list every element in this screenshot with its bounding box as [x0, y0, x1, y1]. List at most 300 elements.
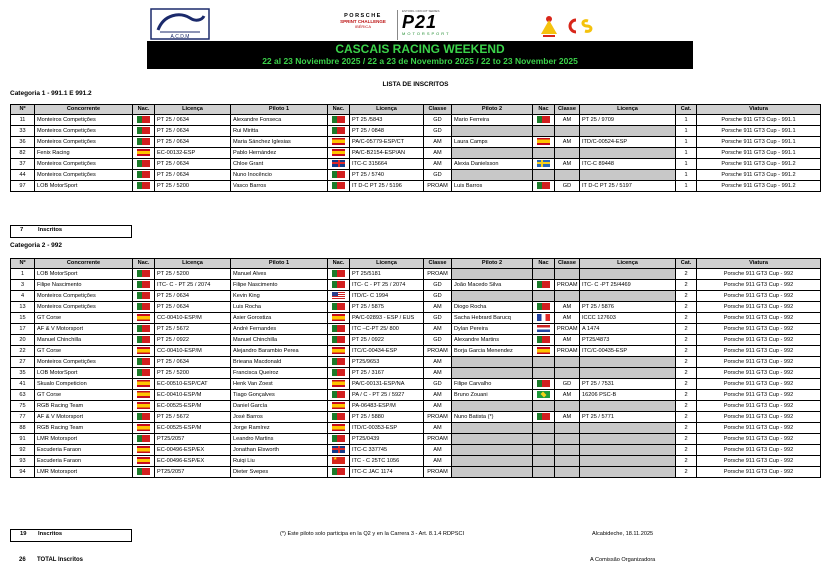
driver-2-license: ITC-C 89448	[580, 159, 676, 170]
empty-cell	[533, 434, 555, 445]
entry-number: 92	[11, 445, 35, 456]
driver-2-license	[580, 170, 676, 181]
table-row	[11, 170, 821, 181]
nationality-cell	[328, 423, 350, 434]
table-row	[11, 423, 821, 434]
driver-2-name	[452, 423, 533, 434]
vehicle: Porsche 911 GT3 Cup - 992	[697, 401, 821, 412]
driver-1-name: Jorge Ramírez	[231, 423, 328, 434]
table-row	[11, 280, 821, 291]
driver-2-name: Bruno Zouani	[452, 390, 533, 401]
driver-2-license	[580, 148, 676, 159]
category-1-count: 7	[20, 227, 24, 233]
signature-text: A Comissão Organizadora	[590, 557, 656, 563]
competitor-license: EC-00132-ESP	[155, 148, 231, 159]
flag-es-icon	[332, 138, 345, 145]
porsche-wordmark: PORSCHE	[344, 13, 382, 19]
flag-us-icon	[332, 292, 345, 299]
flag-es-icon	[332, 424, 345, 431]
vehicle: Porsche 911 GT3 Cup - 991.1	[697, 148, 821, 159]
entry-number: 20	[11, 335, 35, 346]
entry-number: 27	[11, 357, 35, 368]
column-header: Classe	[555, 259, 580, 269]
column-header: Piloto 2	[452, 259, 533, 269]
nationality-cell	[133, 181, 155, 192]
column-header: Nac	[533, 105, 555, 115]
driver-2-name	[452, 357, 533, 368]
column-header: Viatura	[697, 105, 821, 115]
nationality-cell	[533, 390, 555, 401]
nationality-cell	[328, 115, 350, 126]
table-row	[11, 148, 821, 159]
driver-1-class: PROAM	[424, 269, 452, 280]
nationality-cell	[328, 346, 350, 357]
empty-cell	[533, 291, 555, 302]
category-1-title: Categoria 1 - 991.1 E 991.2	[10, 90, 92, 97]
driver-1-class: AM	[424, 159, 452, 170]
empty-cell	[533, 148, 555, 159]
driver-2-class	[555, 445, 580, 456]
driver-1-license: ITC-C 315664	[350, 159, 424, 170]
flag-es-icon	[137, 446, 150, 453]
table-row	[11, 412, 821, 423]
empty-cell	[533, 170, 555, 181]
total-count: 26	[19, 557, 26, 563]
competitor-license: PT 25 / 0634	[155, 302, 231, 313]
driver-1-name: Asier Gorostiza	[231, 313, 328, 324]
flag-es-icon	[537, 347, 550, 354]
nationality-cell	[533, 412, 555, 423]
vehicle: Porsche 911 GT3 Cup - 992	[697, 379, 821, 390]
flag-es-icon	[332, 149, 345, 156]
driver-2-class: AM	[555, 302, 580, 313]
flag-pt-icon	[332, 116, 345, 123]
driver-1-name: Filipe Nascimento	[231, 280, 328, 291]
driver-2-license: ICCC 127603	[580, 313, 676, 324]
vehicle: Porsche 911 GT3 Cup - 992	[697, 280, 821, 291]
driver-2-class	[555, 357, 580, 368]
vehicle: Porsche 911 GT3 Cup - 991.1	[697, 137, 821, 148]
entry-number: 41	[11, 379, 35, 390]
driver-2-license	[580, 423, 676, 434]
driver-1-name: Luis Rocha	[231, 302, 328, 313]
table-row	[11, 137, 821, 148]
category-1-table	[10, 104, 821, 192]
nationality-cell	[133, 324, 155, 335]
driver-1-class: GD	[424, 291, 452, 302]
driver-1-license: PT 25 / 0922	[350, 335, 424, 346]
competitor-license: PT 25 / 0634	[155, 159, 231, 170]
flag-pt-icon	[332, 336, 345, 343]
driver-1-name: José Barros	[231, 412, 328, 423]
driver-2-class: PROAM	[555, 324, 580, 335]
competitor-name: AF & V Motorsport	[35, 324, 133, 335]
category: 1	[676, 115, 697, 126]
table-row	[11, 335, 821, 346]
nationality-cell	[328, 137, 350, 148]
driver-1-class: AM	[424, 324, 452, 335]
vehicle: Porsche 911 GT3 Cup - 992	[697, 412, 821, 423]
flag-pt-icon	[332, 171, 345, 178]
flag-pt-icon	[137, 358, 150, 365]
driver-1-class: AM	[424, 137, 452, 148]
driver-2-class: AM	[555, 390, 580, 401]
table-row	[11, 434, 821, 445]
flag-cn-icon	[332, 457, 345, 464]
driver-2-name: Laura Camps	[452, 137, 533, 148]
driver-2-license: PT 25 / 5771	[580, 412, 676, 423]
flag-pt-icon	[137, 292, 150, 299]
competitor-name: GT Corse	[35, 390, 133, 401]
competitor-name: RGB Racing Team	[35, 423, 133, 434]
column-header: Nac.	[133, 259, 155, 269]
driver-1-class: AM	[424, 401, 452, 412]
table-row	[11, 159, 821, 170]
category: 2	[676, 302, 697, 313]
table-row	[11, 269, 821, 280]
driver-2-license	[580, 445, 676, 456]
nationality-cell	[133, 412, 155, 423]
flag-es-icon	[137, 314, 150, 321]
category-1-count-box	[10, 225, 132, 238]
flag-es-icon	[137, 391, 150, 398]
driver-2-class: AM	[555, 137, 580, 148]
flag-pt-icon	[137, 116, 150, 123]
competitor-license: PT25/2057	[155, 467, 231, 478]
driver-1-name: Rui Miritta	[231, 126, 328, 137]
driver-1-name: André Fernandes	[231, 324, 328, 335]
driver-1-class: PROAM	[424, 412, 452, 423]
flag-es-icon	[137, 457, 150, 464]
vehicle: Porsche 911 GT3 Cup - 992	[697, 357, 821, 368]
driver-1-license: PT25/0439	[350, 434, 424, 445]
driver-1-name: Chloe Grant	[231, 159, 328, 170]
logo-strip	[0, 4, 831, 44]
event-title: CASCAIS RACING WEEKEND	[335, 42, 505, 56]
list-title: LISTA DE INSCRITOS	[382, 81, 449, 88]
driver-2-class	[555, 291, 580, 302]
porsche-logo	[333, 13, 393, 35]
driver-1-class: PROAM	[424, 346, 452, 357]
driver-1-class: AM	[424, 445, 452, 456]
footnote: (*) Este piloto solo participa en la Q2 y en la Carrera 3 - Art. 8.1.4 RDPSCI	[280, 531, 465, 537]
driver-2-class: AM	[555, 115, 580, 126]
competitor-name: Monteiros Competições	[35, 170, 133, 181]
driver-2-license: A 1474	[580, 324, 676, 335]
nationality-cell	[328, 313, 350, 324]
entry-number: 91	[11, 434, 35, 445]
competitor-license: PT 25 / 0634	[155, 126, 231, 137]
entry-number: 37	[11, 159, 35, 170]
empty-cell	[533, 269, 555, 280]
nationality-cell	[133, 390, 155, 401]
flag-es-icon	[537, 138, 550, 145]
category: 1	[676, 148, 697, 159]
driver-2-name	[452, 368, 533, 379]
category: 1	[676, 137, 697, 148]
competitor-name: Escuderia Faraon	[35, 445, 133, 456]
vehicle: Porsche 911 GT3 Cup - 992	[697, 390, 821, 401]
flag-pt-icon	[332, 303, 345, 310]
driver-1-license: IT D-C PT 25 / 5196	[350, 181, 424, 192]
nationality-cell	[133, 148, 155, 159]
nationality-cell	[328, 390, 350, 401]
flag-pt-icon	[137, 138, 150, 145]
competitor-license: PT 25 / 5200	[155, 181, 231, 192]
category: 2	[676, 379, 697, 390]
flag-pt-icon	[137, 369, 150, 376]
competitor-license: EC-00525-ESP/M	[155, 401, 231, 412]
driver-2-name: Mario Ferreira	[452, 115, 533, 126]
column-header: Concorrente	[35, 105, 133, 115]
competitor-license: EC-00496-ESP/EX	[155, 456, 231, 467]
nationality-cell	[133, 445, 155, 456]
driver-1-license: PA/C-00131-ESP/NA	[350, 379, 424, 390]
driver-1-license: ITD/C- C 1994	[350, 291, 424, 302]
table-row	[11, 126, 821, 137]
driver-2-class: AM	[555, 335, 580, 346]
flag-pt-icon	[332, 435, 345, 442]
competitor-license: PT 25 / 0634	[155, 137, 231, 148]
entry-number: 93	[11, 456, 35, 467]
flag-pt-icon	[137, 127, 150, 134]
flag-es-icon	[137, 380, 150, 387]
competitor-license: ITC- C - PT 25 / 2074	[155, 280, 231, 291]
vehicle: Porsche 911 GT3 Cup - 991.2	[697, 159, 821, 170]
entry-number: 88	[11, 423, 35, 434]
table-row	[11, 291, 821, 302]
vehicle: Porsche 911 GT3 Cup - 992	[697, 324, 821, 335]
entry-number: 15	[11, 313, 35, 324]
column-header: Nac.	[133, 105, 155, 115]
category: 2	[676, 313, 697, 324]
driver-1-name: Manuel Chinchilla	[231, 335, 328, 346]
flag-pt-icon	[537, 281, 550, 288]
column-header: Licença	[580, 259, 676, 269]
driver-1-name: Daniel García	[231, 401, 328, 412]
category: 2	[676, 467, 697, 478]
column-header: Cat.	[676, 105, 697, 115]
competitor-name: RGB Racing Team	[35, 401, 133, 412]
driver-1-license: PT 25 / 5875	[350, 302, 424, 313]
category-1-rows	[11, 115, 821, 192]
table-row	[11, 390, 821, 401]
driver-1-class: AM	[424, 456, 452, 467]
flag-se-icon	[537, 160, 550, 167]
nationality-cell	[328, 126, 350, 137]
driver-2-name	[452, 401, 533, 412]
nationality-cell	[328, 401, 350, 412]
category-2-rows	[11, 269, 821, 478]
csd-logo	[568, 17, 594, 35]
driver-1-name: Tiago Gonçalves	[231, 390, 328, 401]
column-header: Cat.	[676, 259, 697, 269]
nationality-cell	[133, 423, 155, 434]
p21-motorsport-text: MOTORSPORT	[402, 31, 451, 36]
driver-2-name: Sacha Hebrard Barucq	[452, 313, 533, 324]
category: 2	[676, 291, 697, 302]
flag-es-icon	[137, 149, 150, 156]
nationality-cell	[133, 280, 155, 291]
driver-2-license	[580, 357, 676, 368]
column-header: Licença	[350, 259, 424, 269]
flag-fr-icon	[537, 314, 550, 321]
column-header: Nac.	[328, 105, 350, 115]
driver-1-license: ITC –C-PT 25/ 800	[350, 324, 424, 335]
nationality-cell	[328, 324, 350, 335]
federation-logo	[538, 14, 560, 40]
driver-2-license	[580, 291, 676, 302]
flag-gb-icon	[332, 446, 345, 453]
competitor-license: PT 25 / 5200	[155, 269, 231, 280]
flag-pt-icon	[537, 336, 550, 343]
competitor-license: PT 25 / 0634	[155, 170, 231, 181]
flag-pt-icon	[332, 281, 345, 288]
event-banner	[147, 41, 693, 69]
flag-br-icon	[537, 391, 550, 398]
driver-1-name: Dieter Svepes	[231, 467, 328, 478]
driver-2-name	[452, 467, 533, 478]
driver-1-class: PROAM	[424, 181, 452, 192]
flag-pt-icon	[137, 468, 150, 475]
vehicle: Porsche 911 GT3 Cup - 992	[697, 346, 821, 357]
entry-number: 11	[11, 115, 35, 126]
vehicle: Porsche 911 GT3 Cup - 992	[697, 291, 821, 302]
nationality-cell	[328, 445, 350, 456]
flag-pt-icon	[332, 270, 345, 277]
vehicle: Porsche 911 GT3 Cup - 992	[697, 467, 821, 478]
driver-2-name: Alexia Danielsson	[452, 159, 533, 170]
nationality-cell	[533, 159, 555, 170]
table-row	[11, 401, 821, 412]
nationality-cell	[328, 269, 350, 280]
driver-2-license	[580, 368, 676, 379]
entry-number: 4	[11, 291, 35, 302]
column-header: Viatura	[697, 259, 821, 269]
driver-2-class	[555, 269, 580, 280]
competitor-name: LOB MotorSport	[35, 368, 133, 379]
empty-cell	[533, 456, 555, 467]
nationality-cell	[133, 467, 155, 478]
flag-pt-icon	[332, 358, 345, 365]
nationality-cell	[133, 368, 155, 379]
flag-es-icon	[332, 402, 345, 409]
nationality-cell	[533, 324, 555, 335]
flag-es-icon	[137, 424, 150, 431]
flag-pt-icon	[332, 127, 345, 134]
nationality-cell	[133, 126, 155, 137]
driver-2-class	[555, 148, 580, 159]
flag-nl-icon	[537, 325, 550, 332]
entry-number: 77	[11, 412, 35, 423]
driver-2-name: João Macedo Silva	[452, 280, 533, 291]
competitor-license: PT 25 / 5672	[155, 324, 231, 335]
flag-pt-icon	[537, 413, 550, 420]
separator-line	[397, 10, 398, 40]
entry-number: 82	[11, 148, 35, 159]
category-2-title: Categoria 2 - 992	[10, 242, 63, 249]
driver-1-license: ITC-C 337745	[350, 445, 424, 456]
driver-1-name: Alejandro Barambio Perea	[231, 346, 328, 357]
table-row	[11, 346, 821, 357]
competitor-license: EC-00510-ESP/CAT	[155, 379, 231, 390]
category: 2	[676, 368, 697, 379]
nationality-cell	[533, 137, 555, 148]
table-row	[11, 313, 821, 324]
category: 2	[676, 269, 697, 280]
driver-2-name	[452, 456, 533, 467]
driver-1-name: Maria Sánchez Iglesias	[231, 137, 328, 148]
empty-cell	[533, 423, 555, 434]
driver-1-license: PT 25 / 5740	[350, 170, 424, 181]
driver-2-name	[452, 148, 533, 159]
table-header	[11, 259, 821, 269]
flag-pt-icon	[537, 116, 550, 123]
flag-pt-icon	[332, 391, 345, 398]
driver-1-license: PA-06483-ESP/M	[350, 401, 424, 412]
driver-1-license: PT 25 /5843	[350, 115, 424, 126]
nationality-cell	[328, 291, 350, 302]
empty-cell	[533, 357, 555, 368]
driver-2-class	[555, 467, 580, 478]
driver-1-class: GD	[424, 379, 452, 390]
category: 2	[676, 445, 697, 456]
driver-1-name: Henk Van Zoest	[231, 379, 328, 390]
flag-es-icon	[137, 347, 150, 354]
competitor-license: CC-00410-ESP/M	[155, 313, 231, 324]
driver-2-license: ITC- C -PT 25/4469	[580, 280, 676, 291]
competitor-name: Escuderia Faraon	[35, 456, 133, 467]
flag-es-icon	[332, 314, 345, 321]
column-header: Licença	[155, 105, 231, 115]
flag-es-icon	[332, 347, 345, 354]
column-header: Licença	[580, 105, 676, 115]
driver-1-class: GD	[424, 313, 452, 324]
competitor-name: LMR Motorsport	[35, 467, 133, 478]
category: 1	[676, 159, 697, 170]
nationality-cell	[533, 280, 555, 291]
driver-1-class: GD	[424, 170, 452, 181]
competitor-name: GT Corse	[35, 346, 133, 357]
competitor-name: LOB MotorSport	[35, 181, 133, 192]
flag-pt-icon	[137, 281, 150, 288]
driver-1-class: GD	[424, 335, 452, 346]
total-label: TOTAL Inscritos	[37, 557, 84, 563]
vehicle: Porsche 911 GT3 Cup - 992	[697, 368, 821, 379]
nationality-cell	[133, 159, 155, 170]
driver-2-name	[452, 170, 533, 181]
category: 2	[676, 401, 697, 412]
nationality-cell	[533, 346, 555, 357]
driver-2-class	[555, 401, 580, 412]
entry-number: 3	[11, 280, 35, 291]
driver-1-license: ITC-C JAC 1174	[350, 467, 424, 478]
category-2-count-label: Inscritos	[38, 531, 63, 537]
entry-number: 13	[11, 302, 35, 313]
nationality-cell	[328, 412, 350, 423]
nationality-cell	[328, 357, 350, 368]
driver-2-name: Nuno Batista (*)	[452, 412, 533, 423]
column-header: Licença	[155, 259, 231, 269]
flag-pt-icon	[137, 160, 150, 167]
driver-1-class: AM	[424, 302, 452, 313]
nationality-cell	[133, 357, 155, 368]
nationality-cell	[133, 137, 155, 148]
driver-2-class: PROAM	[555, 280, 580, 291]
flag-pt-icon	[537, 303, 550, 310]
driver-1-license: PA/C-B2154-ESP/AN	[350, 148, 424, 159]
driver-2-name	[452, 291, 533, 302]
